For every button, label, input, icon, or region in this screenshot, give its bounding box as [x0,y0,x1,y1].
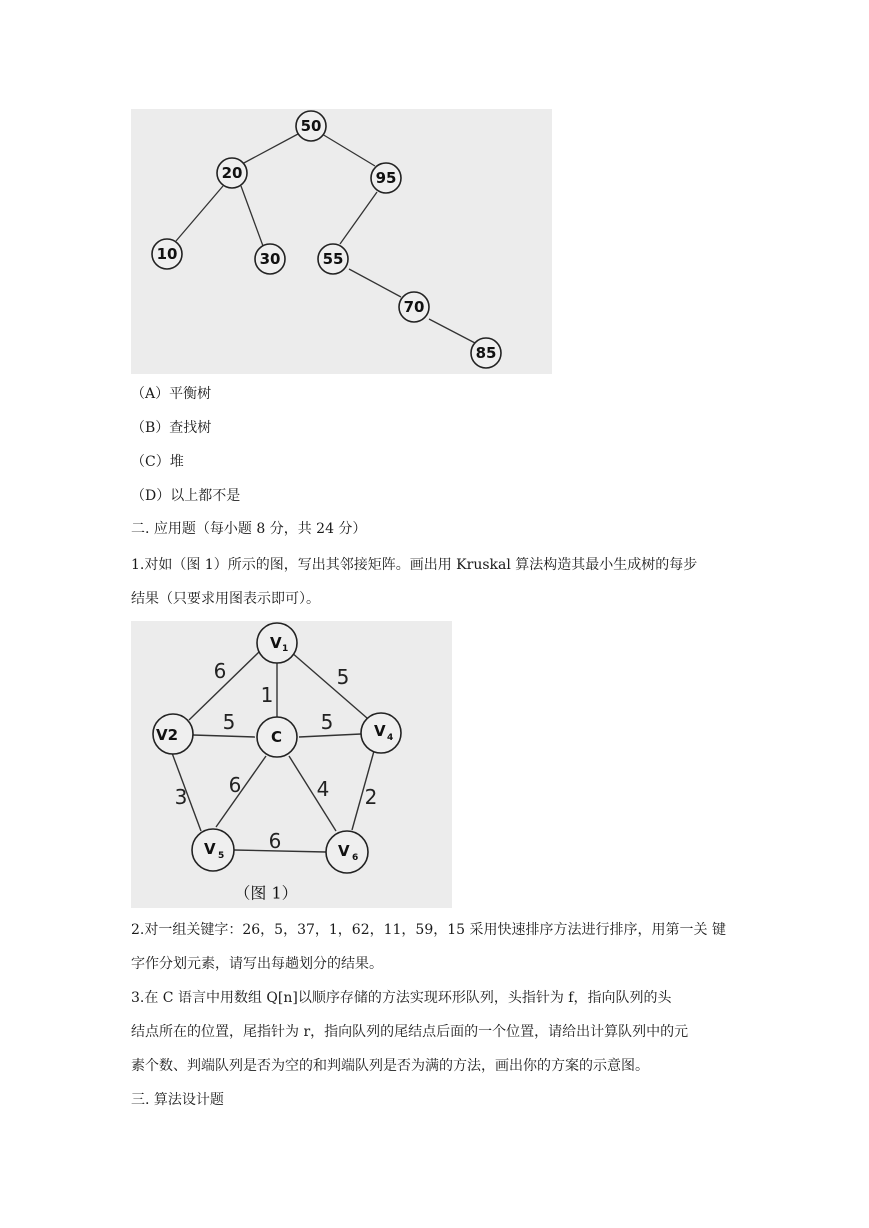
graph-diagram [131,621,452,908]
graph-figure [131,621,452,908]
graph-label-v6: V [338,842,350,860]
edge-weight-c-v4: 5 [320,710,334,734]
q2-line1: 2.对一组关键字：26，5，37，1，62，11，59，15 采用快速排序方法进行排序，用第一关 键 [131,922,726,938]
edge-weight-c-v6: 4 [316,777,330,801]
graph-label-v4-sub: 4 [387,733,394,743]
edge-weight-v2-v5: 3 [174,785,188,809]
tree-label-30: 30 [259,250,281,268]
edge-weight-v1-v2: 6 [213,659,227,683]
option-a: （A）平衡树 [131,386,212,402]
tree-label-70: 70 [403,298,425,316]
tree-label-50: 50 [300,117,322,135]
option-d: （D）以上都不是 [131,488,241,504]
option-b: （B）查找树 [131,420,212,436]
q3-line3: 素个数、判端队列是否为空的和判端队列是否为满的方法，画出你的方案的示意图。 [131,1058,649,1074]
tree-label-20: 20 [221,164,243,182]
section2-heading: 二. 应用题（每小题 8 分，共 24 分） [131,521,367,537]
graph-label-v1-sub: 1 [282,644,289,654]
edge-weight-v4-v6: 2 [364,785,378,809]
tree-diagram [131,109,552,374]
tree-label-95: 95 [375,169,397,187]
graph-label-c: C [271,728,283,746]
q2-line2: 字作分划元素，请写出每趟划分的结果。 [131,956,383,972]
edge-weight-c-v5: 6 [228,773,242,797]
section3-heading: 三. 算法设计题 [131,1092,224,1108]
graph-label-v6-sub: 6 [352,853,359,863]
edge-weight-v2-c: 5 [222,710,236,734]
graph-label-v5-sub: 5 [218,851,225,861]
q3-line2: 结点所在的位置，尾指针为 r，指向队列的尾结点后面的一个位置，请给出计算队列中的元 [131,1024,689,1040]
tree-label-55: 55 [322,250,344,268]
q1-line2: 结果（只要求用图表示即可）。 [131,591,320,607]
edge-weight-v5-v6: 6 [268,829,282,853]
graph-label-v5: V [204,840,216,858]
option-c: （C）堆 [131,454,184,470]
edge-weight-v1-v4: 5 [336,665,350,689]
tree-label-10: 10 [156,245,178,263]
tree-label-85: 85 [475,344,497,362]
graph-label-v1: V [270,634,282,652]
graph-label-v2: V2 [156,726,179,744]
edge-weight-v1-c: 1 [260,683,274,707]
tree-figure [131,109,552,374]
graph-label-v4: V [374,722,386,740]
q3-line1: 3.在 C 语言中用数组 Q[n]以顺序存储的方法实现环形队列，头指针为 f，指向队列的头 [131,990,672,1006]
graph-caption: （图 1） [234,883,298,903]
q1-line1: 1.对如（图 1）所示的图，写出其邻接矩阵。画出用 Kruskal 算法构造其最小生成树的每步 [131,557,698,573]
